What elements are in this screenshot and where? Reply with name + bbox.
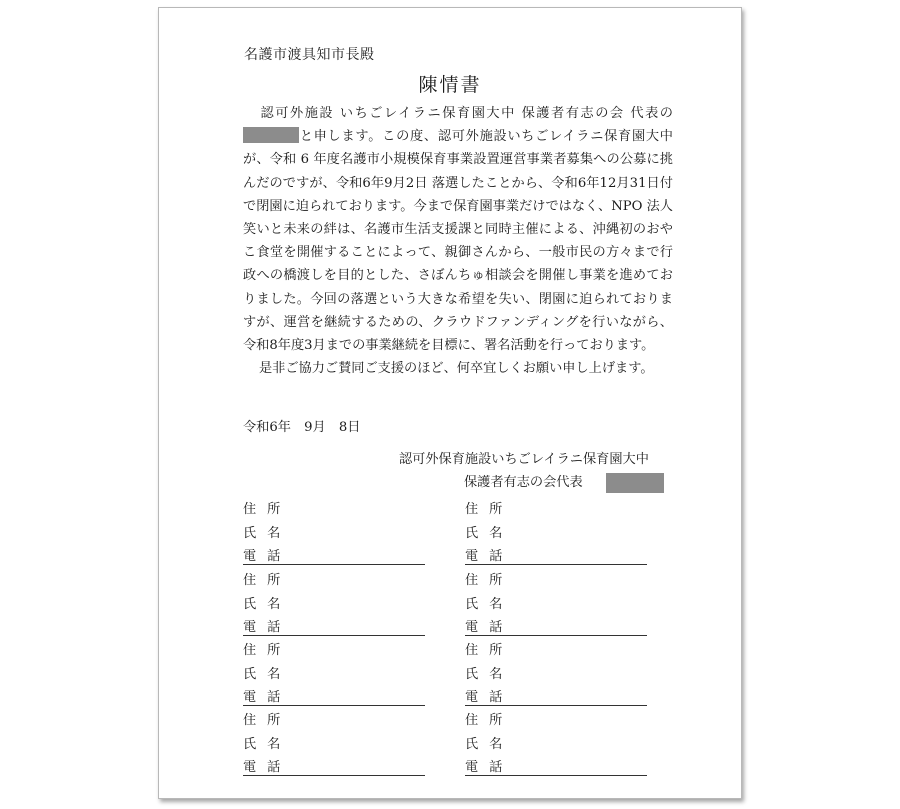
phone-label: 電話 [243,549,292,564]
address-label: 住所 [243,713,292,728]
signature-entry [243,639,443,709]
name-label: 氏名 [465,737,514,752]
document-title: 陳情書 [418,74,482,96]
signature-line [243,635,425,636]
paragraph-2 [243,357,673,380]
petition-page [158,7,742,799]
signature-entry [243,709,443,779]
name-label: 氏名 [465,526,514,541]
representative-label: 保護者有志の会代表 [464,475,583,490]
name-label: 氏名 [465,667,514,682]
address-label: 住所 [465,643,514,658]
signature-entry [465,639,665,709]
paragraph-1 [243,102,673,357]
address-label: 住所 [243,502,292,517]
signature-line [465,705,647,706]
phone-label: 電話 [243,690,292,705]
petition-body [243,102,673,380]
address-label: 住所 [465,502,514,517]
name-label: 氏名 [243,597,292,612]
address-label: 住所 [465,713,514,728]
phone-label: 電話 [465,549,514,564]
name-label: 氏名 [465,597,514,612]
paragraph-1-body: と申します。この度、認可外施設いちごレイラニ保育園大中が、令和 6 年度名護市小規模保育事業設置運営事業者募集への公募に挑んだのですが、令和6年9月2日 落選したことから、令和6年12月31日付で閉園に迫られております。今まで保育園事業だけではなく、NPO 法人笑いと未来の絆は、名護市生活支援課と同時主催による、沖縄初のおやこ食堂を開催することによって、親御さんから、一般市民の方々まで行政への橋渡しを目的とした、さぼんちゅ相談会を開催し事業を進めておりました。今回の落選という大きな希望を失い、閉園に迫られておりますが、運営を継続するための、クラウドファンディングを行いながら、令和8年度3月までの事業継続を目標に、署名活動を行っております。 [243,129,673,354]
phone-label: 電話 [243,760,292,775]
signature-line [243,564,425,565]
signature-line [465,564,647,565]
signature-entry [465,498,665,568]
phone-label: 電話 [465,620,514,635]
signature-entry [465,569,665,639]
address-label: 住所 [243,573,292,588]
name-label: 氏名 [243,737,292,752]
signature-line [243,705,425,706]
name-label: 氏名 [243,526,292,541]
redacted-representative-name [606,473,664,493]
redacted-name [243,127,299,143]
paragraph-2-text: 是非ご協力ご賛同ご支援のほど、何卒宜しくお願い申し上げます。 [259,361,654,377]
signature-entry [465,709,665,779]
paragraph-1-intro: 認可外施設 いちごレイラニ保育園大中 保護者有志の会 代表の [259,106,673,121]
phone-label: 電話 [465,760,514,775]
phone-label: 電話 [243,620,292,635]
signature-line [465,775,647,776]
address-label: 住所 [465,573,514,588]
name-label: 氏名 [243,667,292,682]
address-label: 住所 [243,643,292,658]
signature-entry [243,498,443,568]
signature-line [465,635,647,636]
organization-name: 認可外保育施設いちごレイラニ保育園大中 [399,452,649,467]
phone-label: 電話 [465,690,514,705]
document-date: 令和6年 9月 8日 [243,420,361,435]
addressee: 名護市渡具知市長殿 [244,47,375,63]
signature-line [243,775,425,776]
signature-entry [243,569,443,639]
